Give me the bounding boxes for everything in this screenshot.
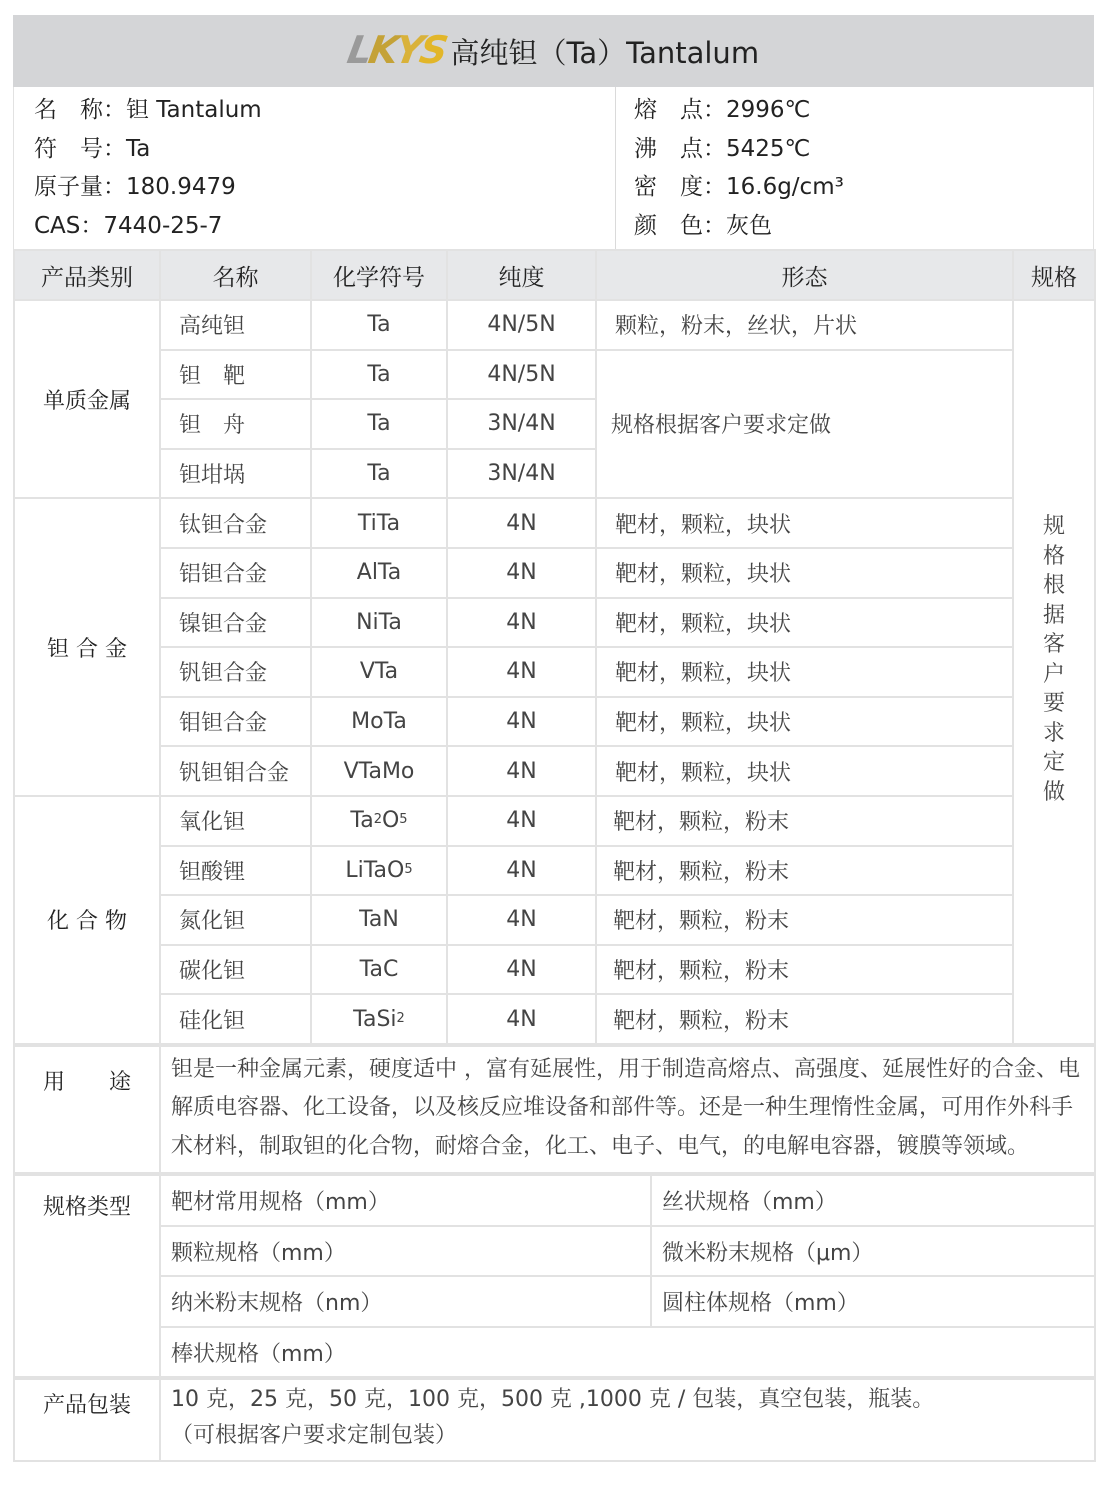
symbol-cell: NiTa	[311, 598, 447, 648]
info-left	[14, 87, 616, 249]
merged-form-cell: 规格根据客户要求定做	[596, 350, 1013, 499]
purity-cell: 4N/5N	[447, 300, 596, 350]
element-info	[13, 87, 1094, 249]
name-cell: 钽 舟	[160, 399, 311, 449]
info-value: 钽 Tantalum	[126, 97, 262, 123]
spec-item: 微米粉末规格（μm）	[651, 1226, 1095, 1277]
name-cell: 钼钽合金	[160, 697, 311, 747]
symbol-cell: TaC	[311, 945, 447, 995]
spec-item: 纳米粉末规格（nm）	[160, 1276, 651, 1327]
spec-vertical-text: 规格根据客户要求定做	[1043, 514, 1066, 805]
form-cell: 靶材，颗粒，粉末	[596, 895, 1013, 945]
table-row	[14, 994, 1095, 1044]
symbol-cell	[311, 994, 447, 1044]
info-value: 180.9479	[126, 174, 236, 200]
symbol-cell: TaN	[311, 895, 447, 945]
table-row	[14, 796, 1095, 846]
header-name: 名称	[160, 250, 311, 300]
info-value: 16.6g/cm³	[726, 174, 844, 200]
info-cas	[34, 207, 615, 246]
symbol-cell: Ta	[311, 449, 447, 499]
info-label: 颜 色：	[634, 212, 726, 239]
form-cell: 靶材，颗粒，块状	[596, 598, 1013, 648]
symbol-cell	[311, 846, 447, 896]
symbol-cell: Ta	[311, 399, 447, 449]
purity-cell: 3N/4N	[447, 399, 596, 449]
info-color	[634, 207, 1093, 246]
table-row	[14, 498, 1095, 548]
info-label: 密 度：	[634, 174, 726, 200]
spec-cell	[1013, 300, 1095, 1044]
formula-part: TaSi	[353, 1006, 397, 1032]
purity-cell: 4N	[447, 796, 596, 846]
form-cell: 靶材，颗粒，粉末	[596, 994, 1013, 1044]
spec-item: 丝状规格（mm）	[651, 1175, 1095, 1226]
table-row	[14, 846, 1095, 896]
symbol-cell: Ta	[311, 300, 447, 350]
purity-cell: 4N	[447, 945, 596, 995]
symbol-cell: TiTa	[311, 498, 447, 548]
form-cell: 靶材，颗粒，块状	[596, 548, 1013, 598]
info-boiling-point	[634, 130, 1093, 169]
spec-item: 颗粒规格（mm）	[160, 1226, 651, 1277]
symbol-cell	[311, 796, 447, 846]
formula-subscript: 5	[399, 812, 408, 828]
spec-row	[14, 1276, 1095, 1327]
name-cell: 钽酸锂	[160, 846, 311, 896]
product-table	[13, 249, 1096, 1045]
formula-part: LiTaO	[345, 857, 405, 883]
formula-part: Ta	[350, 808, 374, 834]
purity-cell: 4N	[447, 697, 596, 747]
table-row	[14, 697, 1095, 747]
form-cell: 靶材，颗粒，块状	[596, 647, 1013, 697]
name-cell: 氮化钽	[160, 895, 311, 945]
name-cell: 镍钽合金	[160, 598, 311, 648]
header-symbol: 化学符号	[311, 250, 447, 300]
category-cell: 钽 合 金	[14, 498, 160, 796]
symbol-cell: AlTa	[311, 548, 447, 598]
info-label: 熔 点：	[634, 97, 726, 123]
symbol-cell: VTa	[311, 647, 447, 697]
info-name	[34, 91, 615, 130]
table-row	[14, 647, 1095, 697]
table-row	[14, 300, 1095, 350]
purity-cell: 4N	[447, 846, 596, 896]
name-cell: 高纯钽	[160, 300, 311, 350]
table-row	[14, 548, 1095, 598]
name-cell: 硅化钽	[160, 994, 311, 1044]
packaging-table	[13, 1378, 1096, 1462]
purity-cell: 4N	[447, 895, 596, 945]
info-density	[634, 168, 1093, 207]
purity-cell: 4N	[447, 498, 596, 548]
header-purity: 纯度	[447, 250, 596, 300]
table-row	[14, 350, 1095, 400]
header-category: 产品类别	[14, 250, 160, 300]
spec-types-table	[13, 1174, 1096, 1378]
info-label: 沸 点：	[634, 135, 726, 162]
info-label: 符 号：	[34, 135, 126, 162]
info-label: CAS：	[34, 212, 104, 239]
formula-subscript: 2	[373, 812, 382, 828]
packaging-text	[160, 1379, 1095, 1461]
page-title: 高纯钽（Ta）Tantalum	[450, 35, 760, 70]
spec-types-label: 规格类型	[14, 1175, 160, 1377]
name-cell: 钽 靶	[160, 350, 311, 400]
name-cell: 钽坩埚	[160, 449, 311, 499]
purity-cell: 4N	[447, 598, 596, 648]
usage-label: 用 途	[14, 1046, 160, 1174]
name-cell: 钒钽钼合金	[160, 746, 311, 796]
category-cell: 单质金属	[14, 300, 160, 498]
purity-cell: 4N	[447, 647, 596, 697]
purity-cell: 4N/5N	[447, 350, 596, 400]
form-cell: 靶材，颗粒，块状	[596, 746, 1013, 796]
name-cell: 碳化钽	[160, 945, 311, 995]
table-row	[14, 945, 1095, 995]
formula-part: O	[381, 808, 400, 834]
symbol-cell: VTaMo	[311, 746, 447, 796]
header-spec: 规格	[1013, 250, 1095, 300]
table-row	[14, 895, 1095, 945]
form-cell: 靶材，颗粒，块状	[596, 697, 1013, 747]
category-cell: 化 合 物	[14, 796, 160, 1044]
lkys-logo: L K Y S	[344, 28, 449, 72]
form-cell: 颗粒，粉末，丝状，片状	[596, 300, 1013, 350]
form-cell: 靶材，颗粒，粉末	[596, 945, 1013, 995]
name-cell: 铝钽合金	[160, 548, 311, 598]
packaging-line-2: （可根据客户要求定制包装）	[171, 1423, 458, 1449]
purity-cell: 4N	[447, 994, 596, 1044]
info-value: 灰色	[726, 212, 772, 239]
spec-item: 靶材常用规格（mm）	[160, 1175, 651, 1226]
info-label: 原子量：	[34, 174, 126, 200]
info-atomic-weight	[34, 168, 615, 207]
header-form: 形态	[596, 250, 1013, 300]
form-cell: 靶材，颗粒，块状	[596, 498, 1013, 548]
info-symbol	[34, 130, 615, 169]
name-cell: 氧化钽	[160, 796, 311, 846]
spec-row	[14, 1175, 1095, 1226]
spec-row	[14, 1226, 1095, 1277]
symbol-cell: Ta	[311, 350, 447, 400]
purity-cell: 4N	[447, 548, 596, 598]
table-row	[14, 746, 1095, 796]
info-value: 7440-25-7	[103, 212, 223, 239]
info-value: 5425℃	[726, 135, 811, 162]
purity-cell: 4N	[447, 746, 596, 796]
packaging-row	[14, 1379, 1095, 1461]
form-cell: 靶材，颗粒，粉末	[596, 846, 1013, 896]
title-bar	[13, 15, 1094, 87]
usage-row	[14, 1046, 1095, 1174]
spec-item: 棒状规格（mm）	[160, 1327, 1095, 1378]
table-row	[14, 598, 1095, 648]
info-melting-point	[634, 91, 1093, 130]
info-value: Ta	[126, 135, 151, 162]
packaging-line-1: 10 克，25 克，50 克，100 克，500 克 ,1000 克 / 包装，真空包装，瓶装。	[171, 1387, 935, 1413]
info-value: 2996℃	[726, 97, 811, 123]
formula-subscript: 2	[396, 1010, 405, 1026]
spec-row	[14, 1327, 1095, 1378]
usage-table	[13, 1045, 1096, 1175]
spec-item: 圆柱体规格（mm）	[651, 1276, 1095, 1327]
purity-cell: 3N/4N	[447, 449, 596, 499]
formula-subscript: 5	[404, 861, 413, 877]
packaging-label: 产品包装	[14, 1379, 160, 1461]
info-right	[616, 87, 1093, 249]
product-sheet	[13, 15, 1094, 1462]
name-cell: 钛钽合金	[160, 498, 311, 548]
form-cell: 靶材，颗粒，粉末	[596, 796, 1013, 846]
name-cell: 钒钽合金	[160, 647, 311, 697]
info-label: 名 称：	[34, 97, 126, 123]
table-header-row	[14, 250, 1095, 300]
usage-text: 钽是一种金属元素，硬度适中 ，富有延展性，用于制造高熔点、高强度、延展性好的合金、电解质电容器、化工设备，以及核反应堆设备和部件等。还是一种生理惰性金属，可用作外科手术材料，制取钽的化合物，耐熔合金，化工、电子、电气，的电解电容器，镀膜等领域。	[160, 1046, 1095, 1174]
symbol-cell: MoTa	[311, 697, 447, 747]
